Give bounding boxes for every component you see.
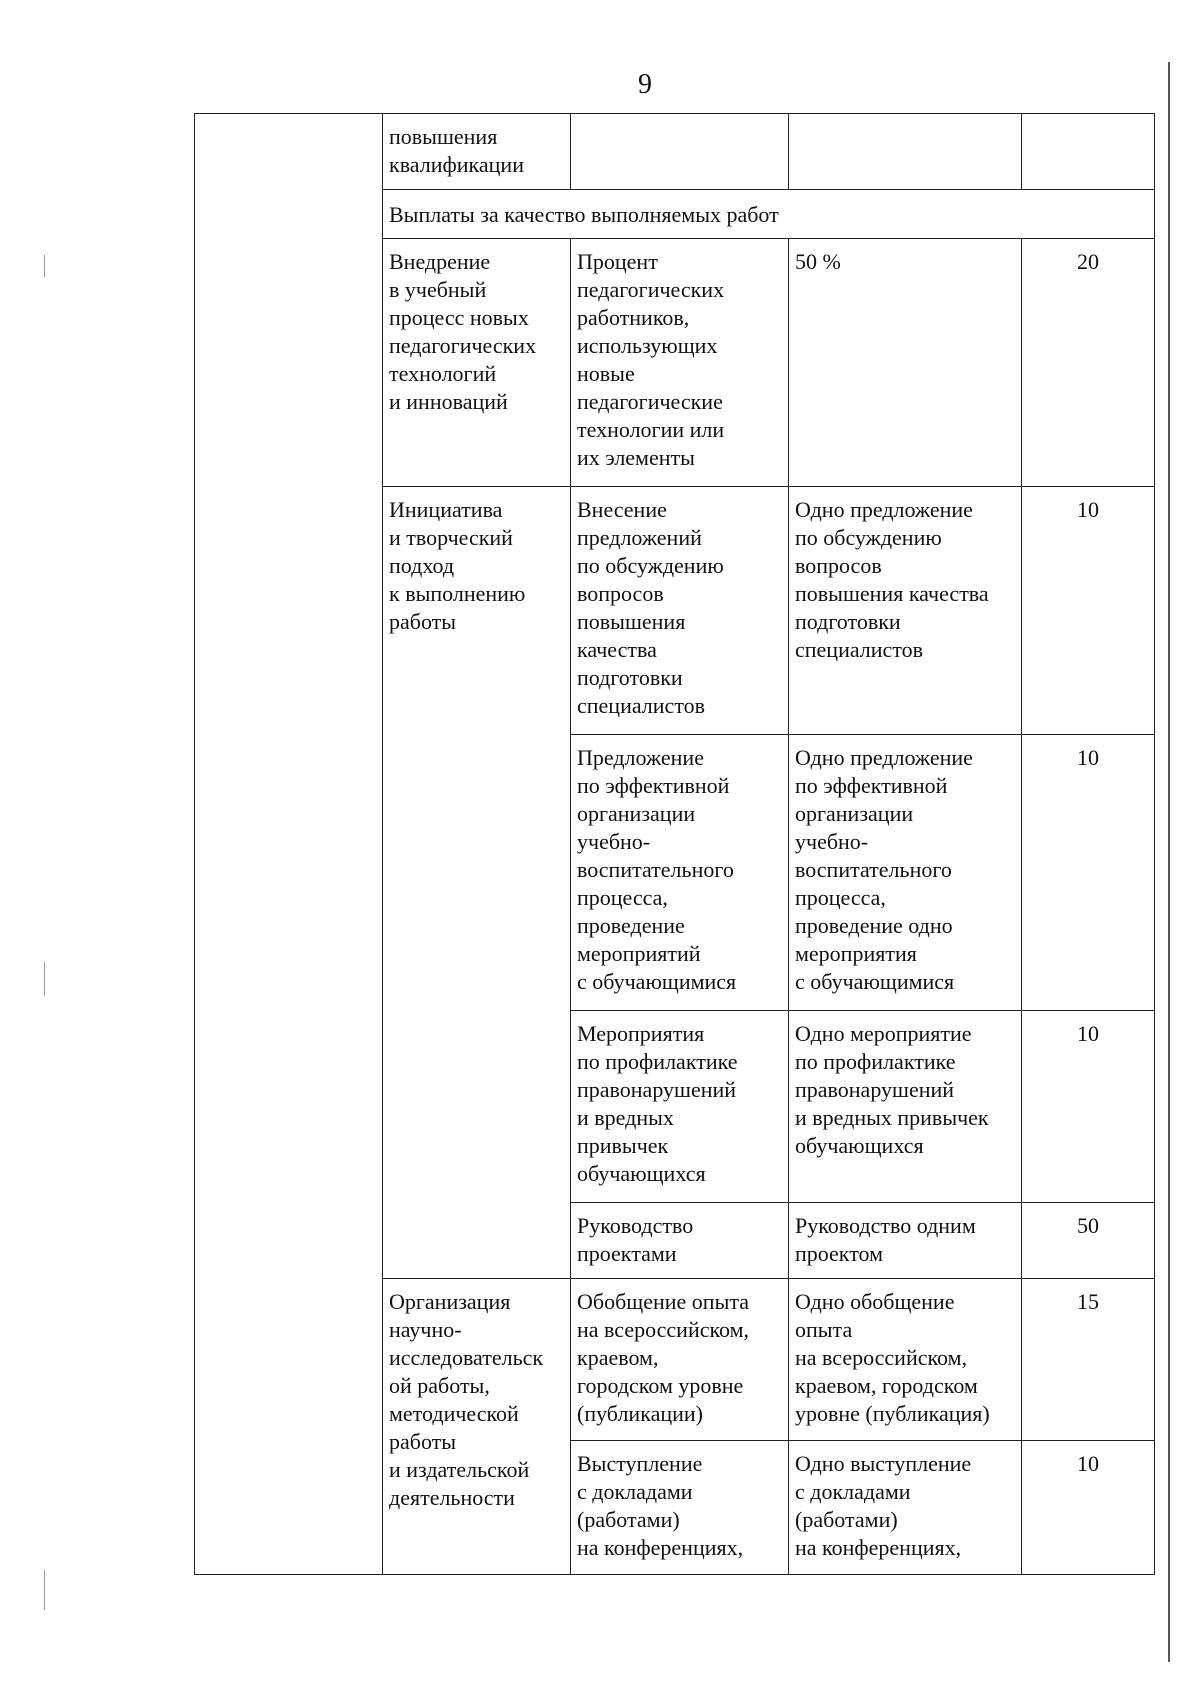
criterion-cell: Внедрение в учебный процесс новых педагогических технологий и инноваций	[383, 239, 571, 487]
indicator-cell: Внесение предложений по обсуждению вопросов повышения качества подготовки специалистов	[571, 487, 789, 735]
condition-cell: Одно предложение по обсуждению вопросов повышения качества подготовки специалистов	[789, 487, 1022, 735]
indicator-cell: Мероприятия по профилактике правонарушений и вредных привычек обучающихся	[571, 1011, 789, 1203]
section-header: Выплаты за качество выполняемых работ	[383, 190, 1155, 239]
criterion-cell: повышения квалификации	[383, 114, 571, 190]
scan-edge-line	[1168, 62, 1170, 1662]
position-cell	[195, 114, 383, 1575]
condition-cell: Одно обобщение опыта на всероссийском, краевом, городском уровне (публикация)	[789, 1279, 1022, 1441]
condition-cell	[789, 114, 1022, 190]
scan-edge-mark	[44, 1570, 45, 1610]
points-cell: 50	[1022, 1203, 1155, 1279]
indicator-cell: Предложение по эффективной организации учебно- воспитательного процесса, проведение мероприятий с обучающимися	[571, 735, 789, 1011]
indicator-cell: Процент педагогических работников, использующих новые педагогические технологии или их элементы	[571, 239, 789, 487]
points-cell: 10	[1022, 735, 1155, 1011]
points-cell: 10	[1022, 1441, 1155, 1575]
indicator-cell: Выступление с докладами (работами) на конференциях,	[571, 1441, 789, 1575]
indicator-cell: Обобщение опыта на всероссийском, краевом, городском уровне (публикации)	[571, 1279, 789, 1441]
scan-edge-mark	[44, 962, 45, 996]
points-cell: 20	[1022, 239, 1155, 487]
scan-edge-mark	[44, 255, 45, 277]
criteria-table	[194, 113, 1155, 1575]
indicator-cell	[571, 114, 789, 190]
condition-cell: Руководство одним проектом	[789, 1203, 1022, 1279]
indicator-cell: Руководство проектами	[571, 1203, 789, 1279]
page-number: 9	[638, 69, 652, 100]
criterion-cell: Инициатива и творческий подход к выполнению работы	[383, 487, 571, 1279]
condition-cell: Одно мероприятие по профилактике правонарушений и вредных привычек обучающихся	[789, 1011, 1022, 1203]
condition-cell: 50 %	[789, 239, 1022, 487]
points-cell	[1022, 114, 1155, 190]
criterion-cell: Организация научно- исследовательск ой работы, методической работы и издательской деятельности	[383, 1279, 571, 1575]
points-cell: 15	[1022, 1279, 1155, 1441]
table-row-continuation	[195, 114, 1155, 190]
condition-cell: Одно выступление с докладами (работами) на конференциях,	[789, 1441, 1022, 1575]
points-cell: 10	[1022, 487, 1155, 735]
condition-cell: Одно предложение по эффективной организации учебно- воспитательного процесса, проведение одно мероприятия с обучающимися	[789, 735, 1022, 1011]
points-cell: 10	[1022, 1011, 1155, 1203]
